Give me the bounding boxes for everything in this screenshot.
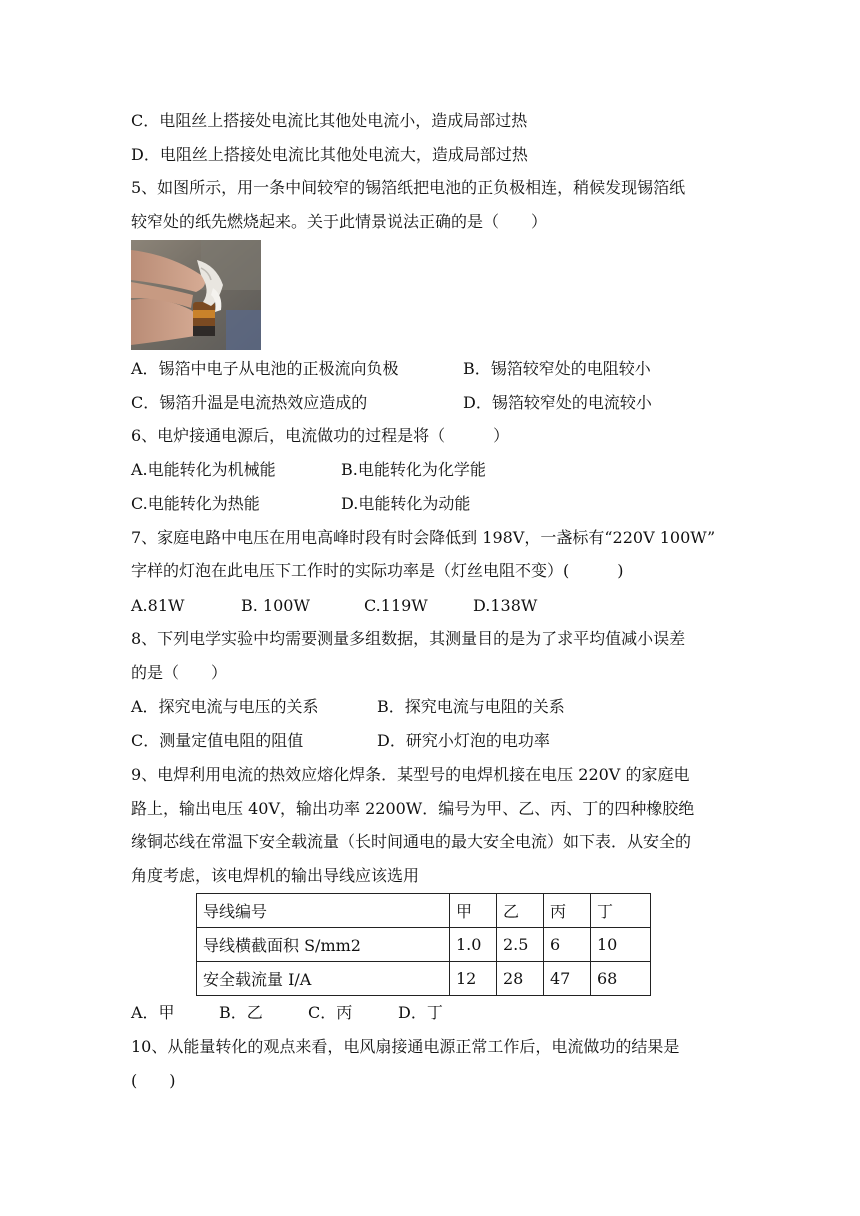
- q9-option-b: B．乙: [219, 1003, 263, 1022]
- foil-battery-photo: [131, 240, 261, 350]
- q4-option-d: D．电阻丝上搭接处电流比其他处电流大，造成局部过热: [131, 145, 528, 164]
- table-cell: 丙: [544, 894, 591, 928]
- q9-option-c: C．丙: [308, 1003, 353, 1022]
- q10-stem-line2: ( ): [131, 1071, 176, 1090]
- q9-stem-line2: 路上，输出电压 40V，输出功率 2200W．编号为甲、乙、丙、丁的四种橡胶绝: [131, 799, 695, 818]
- table-cell: 2.5: [497, 928, 544, 962]
- q6-stem: 6、电炉接通电源后，电流做功的过程是将（ ）: [131, 426, 510, 445]
- q6-option-d: D.电能转化为动能: [341, 494, 471, 513]
- q10-stem-line1: 10、从能量转化的观点来看，电风扇接通电源正常工作后，电流做功的结果是: [131, 1037, 680, 1056]
- q8-option-c: C．测量定值电阻的阻值: [131, 731, 304, 750]
- q5-option-a: A．锡箔中电子从电池的正极流向负极: [131, 359, 399, 378]
- q5-stem-line2: 较窄处的纸先燃烧起来。关于此情景说法正确的是（ ）: [131, 212, 548, 231]
- table-cell: 6: [544, 928, 591, 962]
- q7-option-d: D.138W: [473, 596, 538, 615]
- q9-stem-line3: 缘铜芯线在常温下安全载流量（长时间通电的最大安全电流）如下表．从安全的: [131, 832, 692, 851]
- table-cell: 导线横截面积 S/mm2: [197, 928, 450, 962]
- q5-option-b: B．锡箔较窄处的电阻较小: [463, 359, 651, 378]
- table-cell: 68: [591, 962, 651, 996]
- q8-option-d: D．研究小灯泡的电功率: [377, 731, 550, 750]
- table-row: [197, 962, 651, 996]
- q9-stem-line4: 角度考虑，该电焊机的输出导线应该选用: [131, 866, 420, 885]
- q7-stem-line1: 7、家庭电路中电压在用电高峰时段有时会降低到 198V，一盏标有“220V 100W”: [131, 528, 716, 547]
- q7-stem-line2: 字样的灯泡在此电压下工作时的实际功率是（灯丝电阻不变）( ): [131, 561, 624, 580]
- table-cell: 乙: [497, 894, 544, 928]
- q5-stem-line1: 5、如图所示，用一条中间较窄的锡箔纸把电池的正负极相连，稍候发现锡箔纸: [131, 178, 686, 197]
- table-cell: 导线编号: [197, 894, 450, 928]
- table-cell: 12: [450, 962, 497, 996]
- q9-option-d: D．丁: [398, 1003, 443, 1022]
- table-row: [197, 894, 651, 928]
- q6-option-b: B.电能转化为化学能: [341, 460, 486, 479]
- table-cell: 28: [497, 962, 544, 996]
- q7-option-c: C.119W: [364, 596, 428, 615]
- q9-option-a: A．甲: [131, 1003, 175, 1022]
- table-cell: 1.0: [450, 928, 497, 962]
- q7-option-b: B. 100W: [241, 596, 310, 615]
- q8-stem-line1: 8、下列电学实验中均需要测量多组数据，其测量目的是为了求平均值减小误差: [131, 629, 686, 648]
- q8-stem-line2: 的是（ ）: [131, 663, 228, 682]
- wire-spec-table: [196, 893, 651, 996]
- q8-option-b: B．探究电流与电阻的关系: [377, 697, 565, 716]
- table-cell: 丁: [591, 894, 651, 928]
- q6-option-a: A.电能转化为机械能: [131, 460, 276, 479]
- q5-option-c: C．锡箔升温是电流热效应造成的: [131, 393, 368, 412]
- q9-stem-line1: 9、电焊利用电流的热效应熔化焊条．某型号的电焊机接在电压 220V 的家庭电: [131, 765, 690, 784]
- table-cell: 甲: [450, 894, 497, 928]
- table-cell: 47: [544, 962, 591, 996]
- q4-option-c: C．电阻丝上搭接处电流比其他处电流小，造成局部过热: [131, 111, 528, 130]
- q6-option-c: C.电能转化为热能: [131, 494, 260, 513]
- table-row: [197, 928, 651, 962]
- table-cell: 安全载流量 I/A: [197, 962, 450, 996]
- q5-option-d: D．锡箔较窄处的电流较小: [463, 393, 652, 412]
- q8-option-a: A．探究电流与电压的关系: [131, 697, 319, 716]
- q7-option-a: A.81W: [131, 596, 185, 615]
- table-cell: 10: [591, 928, 651, 962]
